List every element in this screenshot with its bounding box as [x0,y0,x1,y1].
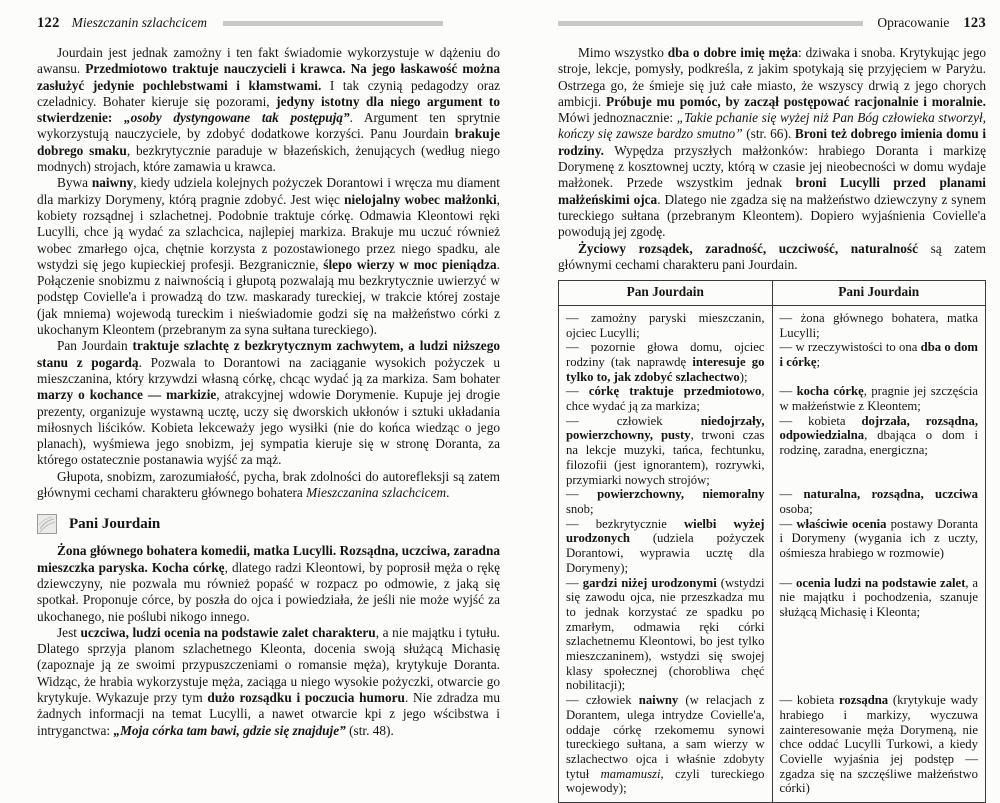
text-segment: powierzchowny, niemoralny [597,487,765,502]
table-body [559,305,986,802]
text-segment: osoba; [779,502,813,516]
right-running-head [558,14,986,32]
table-cell-right [772,487,986,516]
table-header-pan-jourdain: Pan Jourdain [559,281,773,306]
right-running-title: Opracowanie [877,15,950,30]
text-segment: . Połączenie snobizmu z naiwnością i głupotą pozwalają mu bezkrytycznie uwierzyć w podstęp Covielle'a i prowadzą do tzw. maskarady tureckiej, w trakcie której zostaje (jak mniema) wojewodą tureckim i nieświadomie godzi się na małżeństwo córki z ukochanym Kleontem (przebranym za syna sułtana tureckiego). [37,256,500,338]
text-segment: , dbająca o dom i rodzinę, zaradna, energiczna; [779,428,978,458]
text-segment: Broni też dobrego imienia domu i rodziny. [558,126,987,158]
text-segment: są zatem głównymi cechami charakteru pani Jourdain. [558,240,986,272]
text-segment: — bezkrytycznie [566,516,684,531]
table-cell-right [772,693,986,802]
ornament-icon [37,514,57,534]
table-cell-left [559,487,773,516]
table-cell-right [772,517,986,576]
table-row [559,340,986,384]
text-segment: — [566,575,583,590]
text-segment: — [779,516,797,531]
text-segment: — żona głównego bohatera, matka Lucylli; [779,310,978,340]
text-segment: marzy o kochance — markizie [37,387,217,403]
text-segment: : dziwaka i snoba. Krytykując jego stroje, lekcje, pomysły, podkreśla, z jakim spotykają się przyjęciem w Paryżu. Ostrzega go, że śmieje się już całe miasto, że wszyscy drwią z jego chorych ambicji. [558,45,986,109]
table-cell-left [559,576,773,694]
text-segment: Jest [57,624,81,640]
paragraph [37,338,500,468]
text-segment: , kiedy udziela kolejnych pożyczek Dorantowi i wręcza mu diament dla markizy Dorymeny, którą pragnie zdobyć. Jest więc [37,175,500,207]
text-segment: (str. 48). [345,722,394,738]
text-segment: postawy Doranta i Dorymeny (wygania ich z uczty, ośmiesza hrabiego w rozmowie) [779,516,979,561]
text-segment: , czyli tureckiego wojewody); [566,766,765,796]
text-segment: „Takie pchanie się wyżej niż Pan Bóg człowieka stworzył, kończy się zawsze bardzo smutno” [558,110,986,142]
header-rule [223,21,443,26]
left-running-title: Mieszczanin szlachcicem [71,15,207,30]
table-cell-left [559,517,773,576]
paragraph [37,45,500,175]
text-segment: „Moja córka tam bawi, gdzie się znajduje” [113,722,346,738]
right-page [558,14,986,803]
text-segment: . Argument ten sprytnie wykorzystują nauczyciele, by zdobyć dodatkowe korzyści. Panu Jourdain [37,110,500,142]
text-segment: — człowiek [566,693,639,708]
text-segment: (krytykuje wady hrabiego i markizy, wyczuwa zainteresowanie męża Dorymeną, nie chce oddać Lucylli Turkowi, a kiedy Covielle wyjaśnia jej podstęp — zgadza się na szczęśliwe małżeństwo córki) [779,693,978,796]
table-row [559,693,986,802]
left-page [37,14,500,739]
text-segment: naiwny [638,693,679,708]
left-page-section-body [37,543,500,739]
table-cell-left [559,693,773,802]
table-row [559,305,986,340]
text-segment: — [779,384,797,399]
table-cell-left [559,414,773,488]
text-segment: niedojrzały, powierzchowny, pusty [566,413,765,443]
table-cell-right [772,305,986,340]
section-heading [37,514,500,534]
text-segment: dużo rozsądku i poczucia humoru [207,689,405,705]
text-segment: — kobieta [779,413,862,428]
text-segment: — w rzeczywistości to ona [779,340,921,355]
text-segment: Mimo wszystko [578,45,668,60]
left-page-number: 122 [37,14,60,31]
table-cell-left [559,305,773,340]
text-segment: właściwie ocenia [796,516,887,531]
left-page-body [37,45,500,501]
text-segment: , a nie majątku i pochodzenia, szanuje służącą Michasię i Kleonta; [779,575,978,619]
text-segment: , dlatego radzi Kleontowi, by poprosił męża o rękę dziewczyny, nie pozwala mu również popaść w rozpacz po odmowie, z jaką się spotkał. Proponuje córce, by poszła do ojca i powiedziała, że jeśli nie może wyjść za ukochanego, nie poślubi nikogo innego. [37,559,500,624]
right-page-body [558,45,986,273]
text-segment: — kobieta [779,693,840,708]
text-segment: interesuje go tylko to, jak zdobyć szlachectwo [566,354,765,384]
text-segment: ; [816,354,821,369]
text-segment: Wypędza przyszłych małżonków: hrabiego Doranta i markizę Dorymenę z kosztownej uczty, którą w czasie jej nieobecności w domu wydaje małżonek. Przede wszystkim jednak [558,142,986,191]
text-segment: — [779,487,804,502]
left-running-head [37,14,500,32]
text-segment: Głupota, snobizm, zarozumiałość, pycha, brak zdolności do autorefleksji są zatem głównymi cechami charakteru głównego bohatera [37,468,500,501]
header-rule [558,21,863,26]
table-cell-right [772,576,986,694]
text-segment: . [446,485,450,501]
text-segment: , atrakcyjnej wdowie Dorymenie. Kupuje jej drogie prezenty, organizuje wystawną ucztę, uczy się dworskich ukłonów i sztuki układania miłosnych liścików. Kobieta lekceważy jego wysiłki (nie do końca wiedząc o jego planach), wyśmiewa jego snobizm, jej sympatia kieruje się w stronę Doranta, za którego ostatecznie postanawia wyjść za mąż. [37,387,500,468]
text-segment: Próbuje mu pomóc, by zaczął postępować racjonalnie i moralnie. [605,93,987,109]
table-row [559,487,986,516]
paragraph [37,625,500,739]
table-cell-left [559,384,773,413]
paragraph [558,45,986,241]
text-segment: snob; [566,502,594,516]
text-segment: dba o dobre imię męża [667,45,799,60]
paragraph [37,543,500,624]
text-segment: Przedmiotowo traktuje nauczycieli i krawca. Na jego łaskawość można zasłużyć jedynie pochlebstwami i kłamstwami. [37,61,500,93]
text-segment: Bywa [57,175,92,191]
text-segment: uczciwa, ludzi ocenia na podstawie zalet charakteru [80,624,376,640]
table-cell-left [559,340,773,384]
text-segment: gardzi niżej urodzonymi [582,575,717,590]
text-segment: , chce wydać ją za markiza; [566,384,765,414]
text-segment: ocenia ludzi na podstawie zalet [795,575,966,590]
text-segment: — pozornie głowa domu, ojciec rodziny (tak naprawdę [566,340,765,369]
text-segment: córkę traktuje przedmiotowo [588,384,762,399]
text-segment: Mówi jednoznacznie: [558,110,677,126]
character-comparison-table [558,280,986,803]
text-segment: Żona głównego bohatera komedii, matka Lucylli. Rozsądna, uczciwa, zaradna mieszczka paryska. Kocha córkę [37,543,500,575]
text-segment: ); [739,369,748,384]
text-segment: . Dlatego nie zgadza się na małżeństwo dziewczyny z synem tureckiego sułtana (przebranym Kleontem). Dopiero wyjaśnienia Covielle'a powodują jej zgodę. [558,191,986,240]
text-segment: I tak czynią pedagodzy oraz czeladnicy. Bohater kieruje się pozorami, [37,77,501,109]
paragraph [37,175,500,338]
text-segment: mamamuszi [600,766,661,781]
text-segment: — człowiek [566,413,701,428]
text-segment: brakuje dobrego smaku [37,126,500,158]
text-segment: Życiowy rozsądek, zaradność, uczciwość, naturalność [578,240,919,256]
text-segment: . Pozwala to Dorantowi na zaciąganie wysokich pożyczek u mieszczanina, który krzywdzi własną córkę, chcąc wydać ją za markiza. Sam bohater [37,354,500,386]
text-segment: rozsądna [839,693,889,708]
text-segment: dba o dom i córkę [779,340,978,369]
text-segment: traktuje szlachtę z bezkrytycznym zachwytem, a ludzi niższego stanu z pogardą [37,338,500,370]
text-segment: (str. 66). [742,126,795,142]
table-cell-right [772,340,986,384]
text-segment: wielbi wyżej urodzonych [566,516,765,546]
table-row [559,517,986,576]
text-segment: naiwny [91,175,134,191]
text-segment: — [566,384,589,399]
text-segment: kocha córkę [796,384,864,399]
text-segment: . Nie zdradza mu żadnych informacji na temat Lucylli, a nawet otwarcie kpi z jego wścibstwa i intryganctwa: [37,689,501,738]
table-row [559,384,986,413]
text-segment: Jourdain jest jednak zamożny i ten fakt świadomie wykorzystuje w dążeniu do awansu. [37,45,500,77]
text-segment: , bezkrytycznie paraduje w błazeńskich, żenujących (według niego modnych) strojach, które zamawia u krawca. [37,142,500,175]
text-segment: — zamożny paryski mieszczanin, ojciec Lucylli; [566,310,765,340]
text-segment: Mieszczanina szlachcicem [306,485,447,501]
text-segment: nielojalny wobec małżonki [344,191,497,207]
text-segment: ślepo wierzy w moc pieniądza [323,256,497,272]
table-header-row [559,281,986,306]
section-title: Pani Jourdain [69,515,161,532]
text-segment: , trwoni czas na lekcje muzyki, tańca, fechtunku, filozofii (jest ignorantem), rozrywki, przymiarki nowych strojów; [566,428,765,487]
table-cell-right [772,384,986,413]
text-segment: dojrzała, rozsądna, odpowiedzialna [779,413,978,443]
text-segment: , pragnie jej szczęścia w małżeństwie z Kleontem; [779,384,978,414]
text-segment: broni Lucylli przed planami małżeńskimi ojca [558,175,986,207]
paragraph [558,241,986,274]
text-segment: „osoby dystyngowane tak postępują” [124,110,350,126]
text-segment: , kobiety rozsądnej i szlachetnej. Podobnie traktuje córkę. Odmawia Kleontowi ręki Lucylli, chce ją wydać za szlachcica, najlepiej markiza. Brakuje mu uczuć również wobec zmarłego ojca, chętnie korzysta z pozostawionego przez niego spadku, ale wstydzi się jego kupieckiej profesji. Bezgranicznie, [37,191,500,272]
text-segment: — [779,575,796,590]
table-row [559,576,986,694]
text-segment: naturalna, rozsądna, uczciwa [803,487,978,502]
table-row [559,414,986,488]
text-segment: (udziela pożyczek Dorantowi, wyprawia ucztę dla Dorymeny); [566,531,765,575]
table-header-pani-jourdain: Pani Jourdain [772,281,986,306]
text-segment: (w relacjach z Dorantem, ulega intrydze Covielle'a, oddaje córkę rzekomemu synowi tureckiego sułtana, a sam wierzy w szlachectwo ojca i właśnie zdobyty tytuł [566,693,765,781]
right-page-number: 123 [963,14,986,31]
table-cell-right [772,414,986,488]
paragraph [37,469,500,502]
text-segment: jedyny istotny dla niego argument to stwierdzenie: [37,93,500,126]
text-segment: (wstydzi się zawodu ojca, nie przeszkadza mu to jednak korzystać ze spadku po zmarłym, odmawia ręki córki szlachetnemu Kleontowi, bo jest tylko mieszczaninem), wstydzi się swojej klasy społecznej (chorobliwa chęć nobilitacji); [566,575,765,693]
text-segment: Pan Jourdain [57,338,133,354]
text-segment: — [566,487,598,502]
text-segment: , a nie majątku i tytułu. Dlatego sprzyja planom szlachetnego Kleonta, docenia swoją służącą Michasię (zapoznaje ją ze swoimi przypuszczeniami o romansie męża), krytykuje Doranta. Widząc, że hrabia wykorzystuje męża, zaciąga u niego wysokie pożyczki, otwarcie go krytykuje. Wykazuje przy tym [37,624,500,705]
